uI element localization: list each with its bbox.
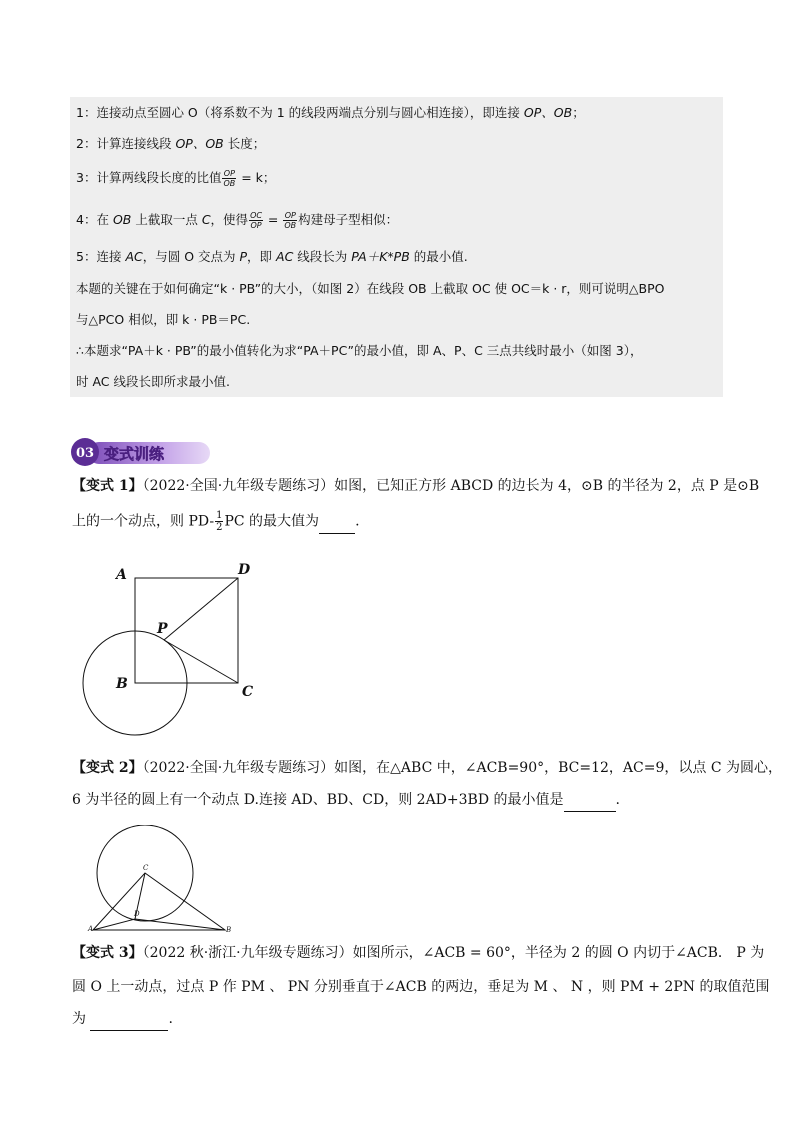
label-b: B [116, 676, 128, 692]
answer-blank-3[interactable] [90, 1008, 168, 1031]
fraction-oc-op: $\frac{OC}{OP}$ [250, 211, 262, 230]
half-fraction: $\frac{1}{2}$ [216, 510, 223, 533]
label-c: C [242, 684, 254, 700]
segment-pd [164, 578, 238, 640]
question-3-line-2: 圆 O 上一动点，过点 P 作 PM 、 PN 分别垂直于∠ACB 的两边，垂足为 M 、 N ，则 PM + 2PN 的取值范围 [72, 979, 770, 995]
answer-blank-2[interactable] [564, 789, 616, 812]
section-banner [70, 437, 220, 467]
step-3: 3：计算两线段长度的比值 $\frac{OP}{OB}$ = k； [76, 169, 276, 188]
banner-title: 变式训练 [104, 445, 165, 463]
analysis-line-1: 本题的关键在于如何确定“k · PB”的大小，（如图 2）在线段 OB 上截取 OC 使 OC＝k · r，则可说明△BPO [76, 281, 665, 296]
label-c: C [143, 864, 149, 872]
question-2-line-1: 【变式 2】（2022·全国·九年级专题练习）如图，在△ABC 中，∠ACB=90°，BC=12，AC=9，以点 C 为圆心， [72, 760, 783, 776]
figure-triangle-circle [85, 825, 245, 937]
answer-blank-1[interactable] [319, 511, 355, 534]
label-a: A [88, 925, 94, 933]
square-abcd [135, 578, 238, 683]
question-2-line-2: 6 为半径的圆上有一个动点 D.连接 AD、BD、CD，则 2AD+3BD 的最小值是 . [72, 789, 620, 812]
label-a: A [116, 567, 127, 583]
label-b: B [226, 926, 232, 934]
ratio-fraction: $\frac{OP}{OB}$ [223, 169, 236, 188]
analysis-line-4: 时 AC 线段长即所求最小值. [76, 374, 230, 389]
step-2: 2：计算连接线段 OP、OB 长度； [76, 136, 266, 151]
fraction-op-ob: $\frac{OP}{OB}$ [284, 211, 297, 230]
step-4: 4：在 OB 上截取一点 C，使得 $\frac{OC}{OP}$ = $\frac{OP}{OB}$ 构建母子型相似： [76, 211, 399, 230]
analysis-line-3: ∴本题求“PA＋k · PB”的最小值转化为求“PA＋PC”的最小值，即 A、P、C 三点共线时最小（如图 3）， [76, 343, 643, 358]
step-5: 5：连接 AC，与圆 O 交点为 P，即 AC 线段长为 PA＋K*PB 的最小值. [76, 249, 468, 264]
analysis-line-2: 与△PCO 相似，即 k · PB＝PC. [76, 312, 251, 327]
step-1: 1：连接动点至圆心 O（将系数不为 1 的线段两端点分别与圆心相连接），即连接 OP、OB； [76, 105, 585, 120]
segment-ad [93, 919, 135, 930]
label-p: P [157, 621, 168, 637]
label-d: D [134, 910, 140, 918]
question-1-line-1: 【变式 1】（2022·全国·九年级专题练习）如图，已知正方形 ABCD 的边长为 4，⊙B 的半径为 2，点 P 是⊙B [72, 478, 760, 494]
question-3-line-1: 【变式 3】（2022 秋·浙江·九年级专题练习）如图所示，∠ACB = 60°，半径为 2 的圆 O 内切于∠ACB． P 为 [72, 945, 765, 961]
question-1-line-2: 上的一个动点，则 PD- $\frac{1}{2}$ PC 的最大值为 . [72, 510, 360, 533]
figure-square-circle [75, 555, 275, 745]
question-3-line-3: 为 . [72, 1008, 173, 1031]
segment-pc [164, 640, 238, 683]
banner-number: 03 [75, 446, 95, 461]
label-d: D [238, 562, 251, 578]
